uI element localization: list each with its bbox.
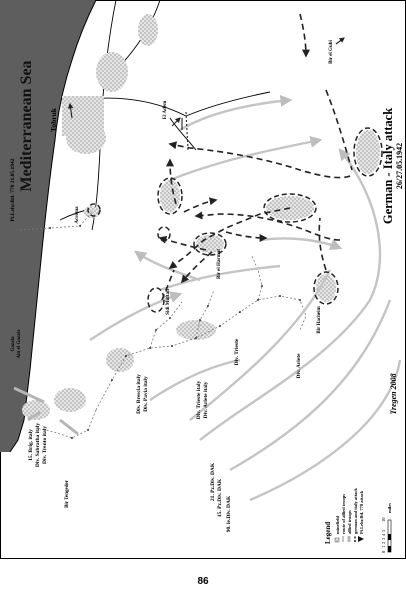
- legend-label-attack: german and italy attack: [353, 488, 358, 534]
- place-acroma: Acroma: [75, 206, 80, 224]
- unit-15-brig: 15. Brig. italy: [28, 429, 34, 461]
- page-number: 86: [197, 576, 209, 587]
- legend-item-pi-lehr: [358, 490, 364, 542]
- legend-label-allied-troops: allied troops: [347, 510, 352, 534]
- unit-brescia: Div. Brescia italy: [136, 374, 142, 414]
- place-gazala: Gazala: [11, 336, 16, 352]
- legend-item-allied-route: [341, 494, 346, 542]
- legend-title: Legend: [324, 521, 332, 544]
- place-bir-tengeder: Bir Tengeder: [65, 480, 70, 508]
- place-pi-lehr-btl: Pi.Lehr.Btl. 778 21.05.1942: [10, 158, 16, 222]
- unit-trieste: Div. Trieste: [234, 338, 240, 366]
- scale-tick-0: 0: [381, 550, 386, 553]
- legend-label-minefield: minefield: [335, 516, 340, 534]
- place-tobruk: Tobruk: [49, 108, 58, 132]
- author-signature: Tregen 2008: [389, 373, 398, 415]
- legend-item-attack: [353, 488, 358, 542]
- legend-label-allied-route: route of allied troops: [341, 494, 346, 534]
- scale-tick-10: 10: [381, 517, 386, 522]
- scale-tick-3: 3: [381, 537, 386, 540]
- scale-unit: miles: [387, 503, 392, 513]
- scale-tick-1: 1: [381, 545, 386, 548]
- place-bir-el-gubi: Bir el Gubi: [329, 40, 334, 64]
- unit-ariete: Div. Ariete: [296, 353, 302, 379]
- scale-tick-4: 4: [381, 533, 386, 536]
- map-title-date: 26/27.05.1942: [395, 142, 404, 190]
- place-bir-el-harmat: Bir el Harmat: [217, 249, 222, 279]
- unit-pavia: Div. Pavia italy: [143, 376, 149, 412]
- unit-90-lediv: 90. le.Div. DAK: [226, 495, 232, 533]
- unit-trieste-italy: Div. Trieste italy: [196, 380, 202, 420]
- unit-15-pzdiv: 15. Pz.Div. DAK: [217, 478, 223, 518]
- place-sidi-muftah: Sidi Muftah: [166, 289, 171, 315]
- legend-label-pi-lehr: Pi.Lehr.Btl. 778 attack: [359, 490, 364, 534]
- place-ain-el-gazala: Ain el Gazala: [17, 329, 22, 359]
- place-bir-hacheim: Bir Hacheim: [317, 306, 322, 334]
- scale-tick-5: 5: [381, 529, 386, 532]
- scale-tick-2: 2: [381, 541, 386, 544]
- unit-ariete-italy: Div. Ariete italy: [203, 381, 209, 419]
- place-el-adem: El Adem: [163, 100, 168, 120]
- map-title: German - Italy attack: [381, 107, 395, 225]
- unit-trento: Div. Trento italy: [42, 425, 48, 465]
- legend-item-minefield: [335, 516, 340, 542]
- sea-label: Mediterranean Sea: [18, 60, 35, 192]
- unit-21-pzdiv: 21. Pz.Div. DAK: [210, 462, 216, 502]
- unit-sabratha: Div. Sabratha italy: [35, 422, 41, 468]
